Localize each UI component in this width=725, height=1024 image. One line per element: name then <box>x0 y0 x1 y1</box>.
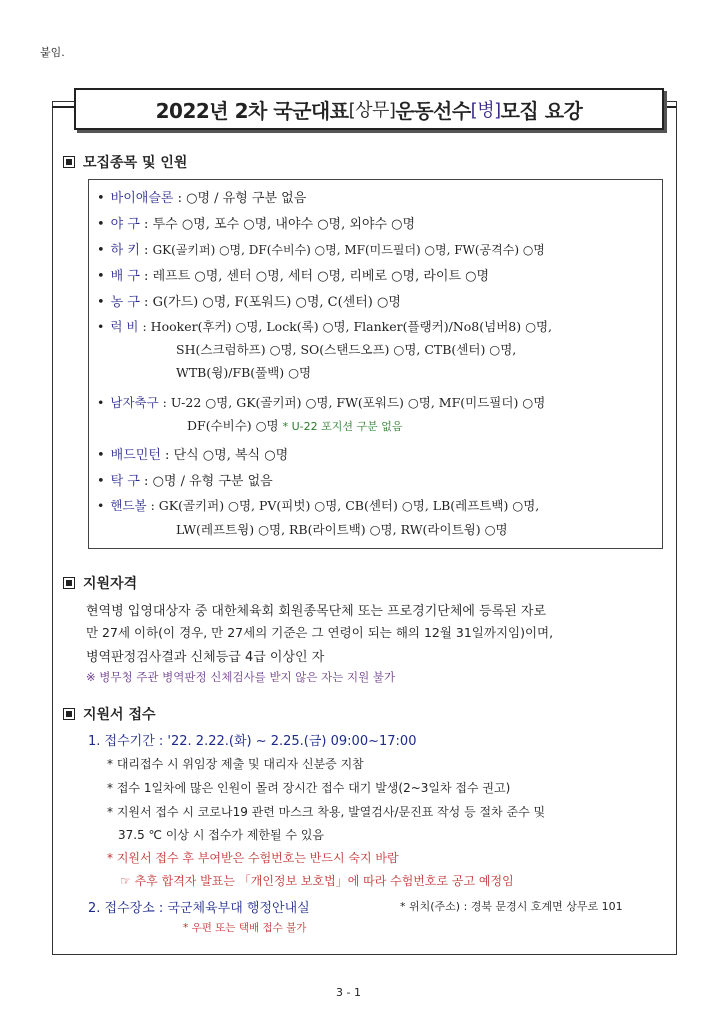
soccer-note: * U-22 포지션 구분 없음 <box>282 420 403 433</box>
application-warning: ☞ 추후 합격자 발표는 「개인정보 보호법」에 따라 수험번호로 공고 예정임 <box>120 874 514 888</box>
application-item: * 접수 1일차에 많은 인원이 몰려 장시간 접수 대기 발생(2~3일차 접수 권고) <box>107 781 511 795</box>
sport-row: • 배 구 : 레프트 ○명, 센터 ○명, 세터 ○명, 리베로 ○명, 라이트 ○명 <box>97 269 490 284</box>
title-part2: 운동선수 <box>395 98 471 123</box>
sport-row: • 남자축구 : U-22 ○명, GK(골키퍼) ○명, FW(포워드) ○명, MF(미드필더) ○명 <box>97 395 546 410</box>
application-item: * 지원서 접수 시 코로나19 관련 마스크 착용, 발열검사/문진표 작성 등 절차 준수 및 <box>107 805 546 819</box>
eligibility-line: 병역판정검사결과 신체등급 4급 이상인 자 <box>86 650 325 665</box>
eligibility-line: 만 27세 이하(이 경우, 만 27세의 기준은 그 연령이 되는 해의 12월 31일까지임)이며, <box>86 625 554 640</box>
sports-list-box <box>88 179 663 549</box>
sport-row: • 야 구 : 투수 ○명, 포수 ○명, 내야수 ○명, 외야수 ○명 <box>97 217 416 232</box>
square-bullet-icon <box>63 577 75 589</box>
eligibility-note: ※ 병무청 주관 병역판정 신체검사를 받지 않은 자는 지원 불가 <box>86 670 396 684</box>
attachment-label: 붙임. <box>40 46 65 59</box>
sport-row-continuation: WTB(윙)/FB(풀백) ○명 <box>176 365 312 380</box>
page-title <box>74 88 664 130</box>
page-number: 3 - 1 <box>336 986 361 999</box>
application-period: 1. 접수기간 : '22. 2.22.(화) ~ 2.25.(금) 09:00~17:00 <box>88 734 417 749</box>
sport-row-continuation: LW(레프트윙) ○명, RB(라이트백) ○명, RW(라이트윙) ○명 <box>176 522 508 537</box>
sport-row: • 탁 구 : ○명 / 유형 구분 없음 <box>97 474 273 489</box>
application-item: 37.5 ℃ 이상 시 접수가 제한될 수 있음 <box>118 828 325 842</box>
section-heading-application: 지원서 접수 <box>63 704 156 724</box>
application-warning: * 지원서 접수 후 부여받은 수험번호는 반드시 숙지 바람 <box>107 851 399 865</box>
square-bullet-icon <box>63 156 75 168</box>
sport-row-continuation: DF(수비수) ○명 * U-22 포지션 구분 없음 <box>187 418 403 433</box>
section-heading-eligibility: 지원자격 <box>63 573 137 593</box>
application-item: * 대리접수 시 위임장 제출 및 대리자 신분증 지참 <box>107 757 364 771</box>
sport-row-continuation: SH(스크럼하프) ○명, SO(스탠드오프) ○명, CTB(센터) ○명, <box>176 342 517 357</box>
application-place-note: * 우편 또는 택배 접수 불가 <box>183 922 307 934</box>
title-part3: 모집 요강 <box>500 98 583 123</box>
title-part1: 2022년 2차 국군대표 <box>155 98 349 123</box>
sport-row: • 농 구 : G(가드) ○명, F(포워드) ○명, C(센터) ○명 <box>97 295 401 310</box>
sport-row: • 핸드볼 : GK(골키퍼) ○명, PV(피벗) ○명, CB(센터) ○명, LB(레프트백) ○명, <box>97 498 540 513</box>
eligibility-line: 현역병 입영대상자 중 대한체육회 회원종목단체 또는 프로경기단체에 등록된 자로 <box>86 604 547 619</box>
sport-row: • 배드민턴 : 단식 ○명, 복식 ○명 <box>97 448 289 463</box>
title-rule-left <box>52 106 76 108</box>
section-heading-recruitment: 모집종목 및 인원 <box>63 152 187 172</box>
application-place: 2. 접수장소 : 국군체육부대 행정안내실 <box>88 901 310 916</box>
square-bullet-icon <box>63 708 75 720</box>
sport-row: • 럭 비 : Hooker(후커) ○명, Lock(록) ○명, Flanker(플랭커)/No8(넘버8) ○명, <box>97 319 553 334</box>
sport-row: • 하 키 : GK(골키퍼) ○명, DF(수비수) ○명, MF(미드필더) ○명, FW(공격수) ○명 <box>97 243 545 258</box>
application-address: * 위치(주소) : 경북 문경시 호계면 상무로 101 <box>400 900 623 913</box>
sport-row: • 바이애슬론 : ○명 / 유형 구분 없음 <box>97 191 307 206</box>
title-bracket2: [병] <box>470 100 501 121</box>
title-bracket1: [상무] <box>348 100 396 121</box>
